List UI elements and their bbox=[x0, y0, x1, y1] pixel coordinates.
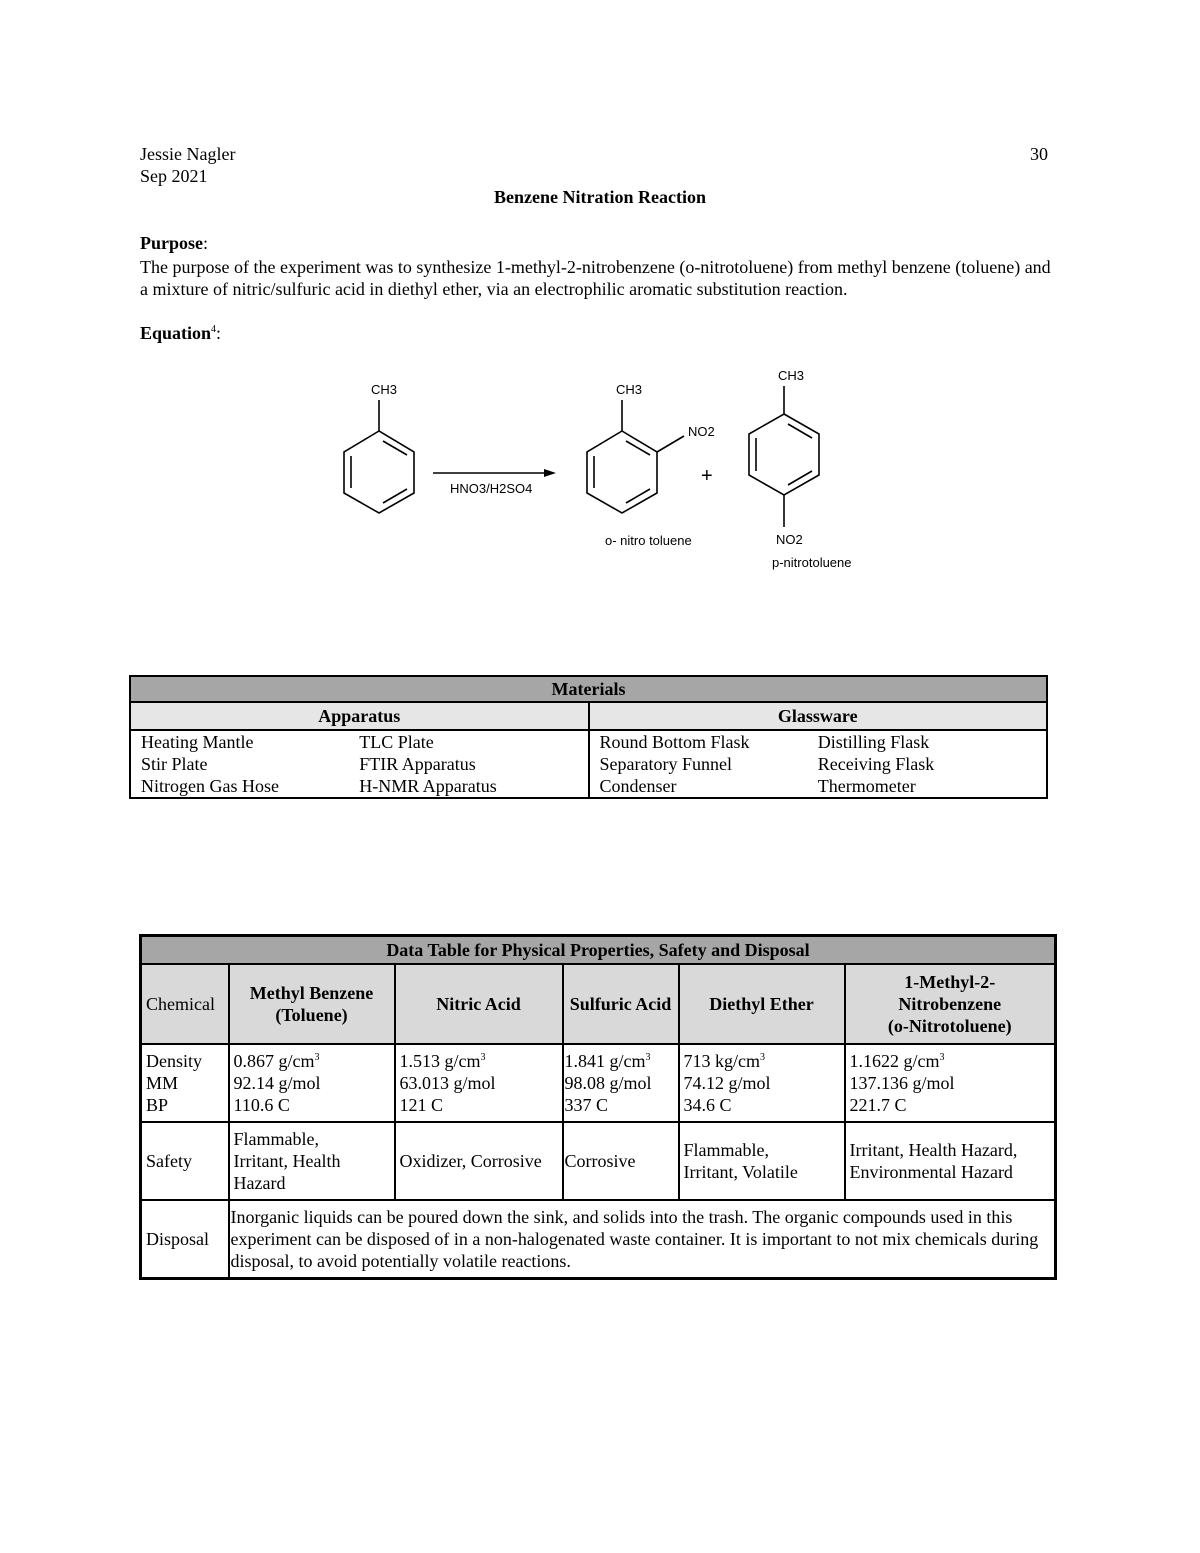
properties-cell bbox=[563, 1044, 679, 1122]
safety-cell bbox=[229, 1122, 395, 1200]
materials-title: Materials bbox=[130, 676, 1047, 702]
column-header-toluene bbox=[229, 964, 395, 1044]
reactant-methyl-label: CH3 bbox=[371, 382, 398, 397]
data-table-title: Data Table for Physical Properties, Safety and Disposal bbox=[141, 936, 1056, 965]
header-line: Nitrobenzene bbox=[898, 994, 1002, 1014]
list-item: H-NMR Apparatus bbox=[359, 776, 497, 796]
column-header-nitric-acid bbox=[395, 964, 563, 1044]
materials-table bbox=[129, 675, 1048, 799]
density-value: 0.867 g/cm bbox=[233, 1051, 315, 1071]
author-name: Jessie Nagler bbox=[140, 144, 236, 164]
safety-cell bbox=[395, 1122, 563, 1200]
mm-value: 63.013 g/mol bbox=[399, 1073, 496, 1093]
density-label: Density bbox=[146, 1051, 202, 1071]
p-nitrotoluene-structure bbox=[749, 386, 819, 527]
safety-line: Hazard bbox=[233, 1173, 286, 1193]
list-item: Condenser bbox=[599, 776, 677, 796]
list-item: Stir Plate bbox=[141, 754, 208, 774]
safety-cell bbox=[563, 1122, 679, 1200]
o-nitrotoluene-structure bbox=[587, 400, 684, 513]
properties-cell bbox=[679, 1044, 845, 1122]
apparatus-header: Apparatus bbox=[130, 702, 589, 730]
safety-line: Oxidizer, Corrosive bbox=[399, 1151, 542, 1171]
product1-name: o- nitro toluene bbox=[605, 533, 692, 548]
header-line: (Toluene) bbox=[275, 1005, 348, 1025]
bp-value: 121 C bbox=[399, 1095, 444, 1115]
list-item: FTIR Apparatus bbox=[359, 754, 476, 774]
disposal-text: Inorganic liquids can be poured down the sink, and solids into the trash. The organic compounds used in this experiment can be disposed of in a non-halogenated waste container. It is important to not mix chemicals during disposal, to avoid potentially volatile reactions. bbox=[229, 1200, 1056, 1279]
properties-cell bbox=[845, 1044, 1056, 1122]
plus-sign: + bbox=[701, 465, 713, 487]
safety-cell bbox=[845, 1122, 1056, 1200]
product2-methyl-label: CH3 bbox=[778, 368, 805, 383]
unit-superscript: 3 bbox=[645, 1052, 651, 1063]
glassware-list bbox=[589, 730, 1048, 798]
toluene-structure bbox=[344, 400, 414, 513]
product1-methyl-label: CH3 bbox=[616, 382, 643, 397]
header-line: (o-Nitrotoluene) bbox=[887, 1016, 1012, 1036]
header-line: Nitric Acid bbox=[436, 994, 521, 1014]
safety-label: Safety bbox=[141, 1122, 229, 1200]
list-item: Distilling Flask bbox=[817, 732, 930, 752]
equation-citation: 4 bbox=[211, 324, 217, 335]
column-header-o-nitrotoluene bbox=[845, 964, 1056, 1044]
product2-nitro-label: NO2 bbox=[776, 532, 803, 547]
header-line: Methyl Benzene bbox=[249, 983, 374, 1003]
purpose-colon: : bbox=[203, 233, 209, 253]
purpose-label: Purpose bbox=[140, 233, 203, 253]
product1-nitro-label: NO2 bbox=[688, 424, 715, 439]
safety-line: Flammable, bbox=[683, 1140, 769, 1160]
bp-value: 221.7 C bbox=[849, 1095, 907, 1115]
list-item: Heating Mantle bbox=[141, 732, 254, 752]
mm-label: MM bbox=[146, 1073, 179, 1093]
list-item: Thermometer bbox=[817, 776, 916, 796]
bp-value: 337 C bbox=[564, 1095, 609, 1115]
mm-value: 137.136 g/mol bbox=[849, 1073, 955, 1093]
safety-line: Irritant, Health Hazard, bbox=[849, 1140, 1018, 1160]
header-line: Sulfuric Acid bbox=[569, 994, 672, 1014]
bp-label: BP bbox=[146, 1095, 169, 1115]
header-line: Diethyl Ether bbox=[709, 994, 814, 1014]
glassware-header: Glassware bbox=[589, 702, 1048, 730]
equation-colon: : bbox=[216, 323, 222, 343]
list-item: Round Bottom Flask bbox=[599, 732, 750, 752]
purpose-text: The purpose of the experiment was to synthesize 1-methyl-2-nitrobenzene (o-nitrotoluene) from methyl benzene (toluene) and a mixture of nitric/sulfuric acid in diethyl ether, via an electrophilic aromatic substitution reaction. bbox=[140, 257, 1051, 299]
page-number: 30 bbox=[1030, 144, 1048, 164]
mm-value: 74.12 g/mol bbox=[683, 1073, 771, 1093]
bp-value: 34.6 C bbox=[683, 1095, 732, 1115]
safety-line: Flammable, bbox=[233, 1129, 319, 1149]
column-header-sulfuric-acid bbox=[563, 964, 679, 1044]
safety-line: Corrosive bbox=[564, 1151, 636, 1171]
safety-cell bbox=[679, 1122, 845, 1200]
density-value: 1.1622 g/cm bbox=[849, 1051, 940, 1071]
unit-superscript: 3 bbox=[314, 1052, 320, 1063]
column-header-diethyl-ether bbox=[679, 964, 845, 1044]
properties-table bbox=[139, 934, 1057, 1280]
product2-name: p-nitrotoluene bbox=[772, 555, 852, 570]
list-item: Receiving Flask bbox=[817, 754, 935, 774]
mm-value: 92.14 g/mol bbox=[233, 1073, 321, 1093]
document-title: Benzene Nitration Reaction bbox=[494, 187, 706, 207]
safety-line: Environmental Hazard bbox=[849, 1162, 1013, 1182]
header-line: 1-Methyl-2- bbox=[904, 972, 996, 992]
bp-value: 110.6 C bbox=[233, 1095, 290, 1115]
mm-value: 98.08 g/mol bbox=[564, 1073, 652, 1093]
safety-line: Irritant, Volatile bbox=[683, 1162, 798, 1182]
apparatus-list bbox=[130, 730, 589, 798]
unit-superscript: 3 bbox=[760, 1052, 765, 1063]
properties-cell bbox=[395, 1044, 563, 1122]
safety-line: Irritant, Health bbox=[233, 1151, 341, 1171]
property-labels bbox=[141, 1044, 229, 1122]
density-value: 1.841 g/cm bbox=[564, 1051, 646, 1071]
list-item: TLC Plate bbox=[359, 732, 434, 752]
list-item: Separatory Funnel bbox=[599, 754, 732, 774]
reaction-scheme bbox=[0, 0, 1200, 600]
properties-cell bbox=[229, 1044, 395, 1122]
unit-superscript: 3 bbox=[480, 1052, 486, 1063]
density-value: 1.513 g/cm bbox=[399, 1051, 481, 1071]
density-value: 713 kg/cm bbox=[683, 1051, 760, 1071]
equation-label: Equation bbox=[140, 323, 212, 343]
list-item: Nitrogen Gas Hose bbox=[141, 776, 279, 796]
report-date: Sep 2021 bbox=[140, 166, 208, 186]
chemical-header: Chemical bbox=[141, 964, 229, 1044]
reagent-label: HNO3/H2SO4 bbox=[450, 481, 533, 496]
unit-superscript: 3 bbox=[939, 1052, 945, 1063]
disposal-label: Disposal bbox=[141, 1200, 229, 1279]
reaction-arrow bbox=[433, 469, 556, 477]
